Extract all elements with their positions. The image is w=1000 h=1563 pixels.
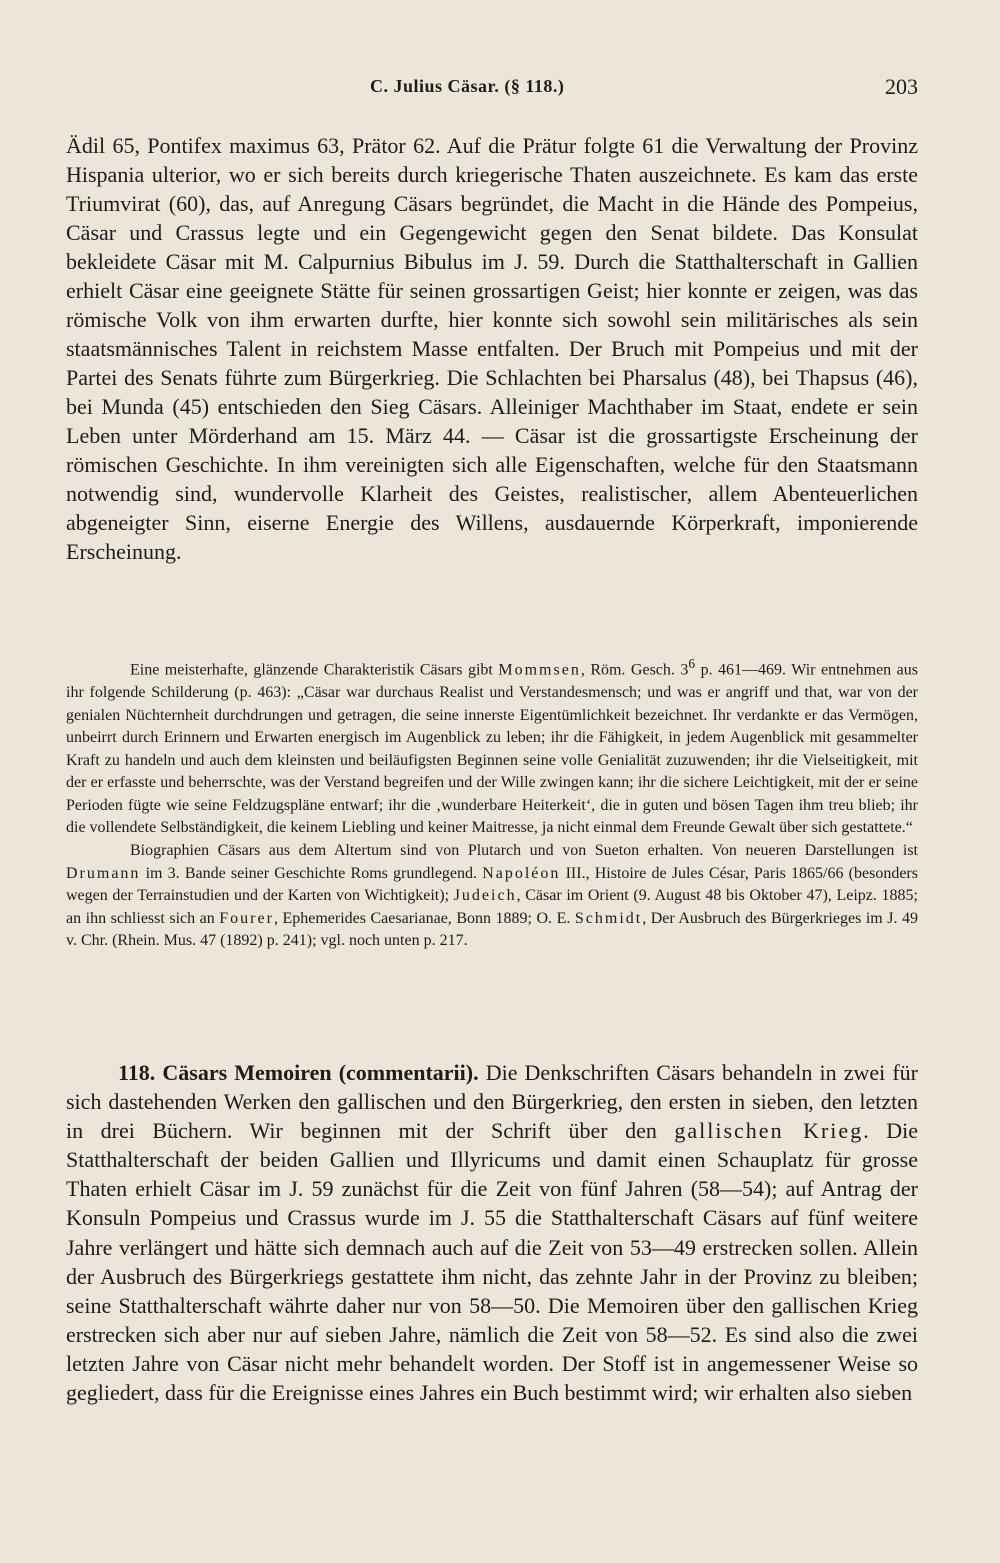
note-text: , Der Ausbruch des Bürgerkrieges im J. 49 v. Chr. (Rhein. Mus. 47 (1892) p. 241); vgl. noch unten p. 217. [66, 909, 919, 950]
section-118 [66, 1058, 918, 1407]
note-text: p. 461—469. Wir entnehmen aus ihr folgende Schilderung (p. 463): „Cäsar war durchaus Realist und Verstandesmensch; und was er angriff und that, war von der genialen Nüchternheit durchdrungen und getragen, die seine innerste Eigentümlichkeit bezeichnet. Ihr verdankte er das Vermögen, unbeirrt durch Erinnern und Erwarten energisch im Augenblick zu leben; ihr die Fähigkeit, in jedem Augenblick mit gesammelter Kraft zu handeln und auch dem kleinsten und beiläufigsten Beginnen seine volle Genialität zuzuwenden; ihr die Vielseitigkeit, mit der er erfasste und beherrschte, was der Verstand begreifen und der Wille zwingen kann; ihr die sichere Leichtigkeit, mit der er seine Perioden fügte wie seine Feldzugspläne entwarf; ihr die ‚wunderbare Heiterkeit‘, die in guten und bösen Tagen ihm treu blieb; ihr die vollendete Selbständigkeit, die keinem Liebling und keiner Maitresse, ja nicht einmal dem Freunde Gewalt über sich gestattete.“ [66, 661, 918, 837]
main-text [66, 131, 918, 566]
notes-block [66, 653, 918, 953]
section-paragraph [66, 1058, 918, 1407]
note-paragraph-biographies [66, 840, 918, 953]
section-text: Die Denkschriften Cäsars behandeln in zwei für sich dastehenden Werken den gallischen und den Bürgerkrieg, den ersten in sieben, den letzten in drei Büchern. Wir beginnen mit der Schrift über den [66, 1060, 918, 1144]
running-title: C. Julius Cäsar. (§ 118.) [370, 76, 565, 96]
note-text: , Cäsar im Orient (9. August 48 bis Oktober 47), Leipz. 1885; an ihn schliesst sich an [66, 887, 918, 927]
section-text: . Die Statthalterschaft der beiden Gallien und Illyricums und damit einen Schauplatz für grosse Thaten erhielt Cäsar im J. 59 zunächst für die Zeit von fünf Jahren (58—54); auf Antrag der Konsuln Pompeius und Crassus wurde im J. 55 die Statthalterschaft Cäsars auf fünf weitere Jahre verlängert und hätte sich demnach auch auf die Zeit von 53—49 erstrecken sollen. Allein der Ausbruch des Bürgerkriegs gestattete ihm nicht, das zehnte Jahr in der Provinz zu bleiben; seine Statthalterschaft währte daher nur von 58—50. Die Memoiren über den gallischen Krieg erstrecken sich aber nur auf sieben Jahre, nämlich die Zeit von 58—52. Es sind also die zwei letzten Jahre von Cäsar nicht mehr behandelt worden. Der Stoff ist in angemessener Weise so gegliedert, dass für die Ereignisse eines Jahres ein Buch bestimmt wird; wir erhalten also sieben [66, 1118, 918, 1406]
author-name: Judeich [453, 887, 517, 905]
author-name: Napoléon [482, 864, 561, 882]
author-name: Mommsen [498, 661, 581, 679]
note-text: III., Histoire de Jules César, Paris 1865/66 (besonders wegen der Terrainstudien und der Karten von Wichtigkeit); [66, 864, 918, 905]
note-text: Biographien Cäsars aus dem Altertum sind von Plutarch und von Sueton erhalten. Von neueren Darstellungen ist [130, 842, 918, 860]
author-name: Drumann [66, 864, 141, 882]
note-text: , Ephemerides Caesarianae, Bonn 1889; O. E. [273, 909, 575, 927]
author-name: Fourer [219, 909, 274, 927]
section-heading: Cäsars Memoiren (commentarii). [162, 1060, 479, 1085]
author-name: Schmidt [574, 909, 643, 927]
edition-superscript: 6 [688, 656, 696, 671]
section-number: 118. [118, 1060, 156, 1085]
main-paragraph: Ädil 65, Pontifex maximus 63, Prätor 62. Auf die Prätur folgte 61 die Verwaltung der Provinz Hispania ulterior, wo er sich bereits durch kriegerische Thaten auszeichnete. Es kam das erste Triumvirat (60), das, auf Anregung Cäsars begründet, die Macht in die Hände des Pompeius, Cäsar und Crassus legte und ein Gegengewicht gegen den Senat bildete. Das Konsulat bekleidete Cäsar mit M. Calpurnius Bibulus im J. 59. Durch die Statthalterschaft in Gallien erhielt Cäsar eine geeignete Stätte für seinen grossartigen Geist; hier konnte er zeigen, was das römische Volk von ihm erwarten durfte, hier konnte sich sowohl sein militärisches als sein staatsmännisches Talent in reichstem Masse entfalten. Der Bruch mit Pompeius und mit der Partei des Senats führte zum Bürgerkrieg. Die Schlachten bei Pharsalus (48), bei Thapsus (46), bei Munda (45) entschieden den Sieg Cäsars. Alleiniger Machthaber im Staat, endete er sein Leben unter Mörderhand am 15. März 44. — Cäsar ist die grossartigste Erscheinung der römischen Geschichte. In ihm vereinigten sich alle Eigenschaften, welche für den Staatsmann notwendig sind, wundervolle Klarheit des Geistes, realistischer, allem Abenteuerlichen abgeneigter Sinn, eiserne Energie des Willens, ausdauernde Körperkraft, imponierende Erscheinung. [66, 133, 918, 564]
note-text: im 3. Bande seiner Geschichte Roms grundlegend. [140, 864, 483, 882]
note-text: , Röm. Gesch. 3 [580, 661, 689, 679]
page-number: 203 [885, 74, 918, 99]
emphasized-text: gallischen Krieg [674, 1118, 864, 1144]
page-header [66, 76, 918, 104]
note-paragraph-characteristic [66, 653, 918, 840]
note-text: Eine meisterhafte, glänzende Charakteristik Cäsars gibt [130, 661, 499, 679]
